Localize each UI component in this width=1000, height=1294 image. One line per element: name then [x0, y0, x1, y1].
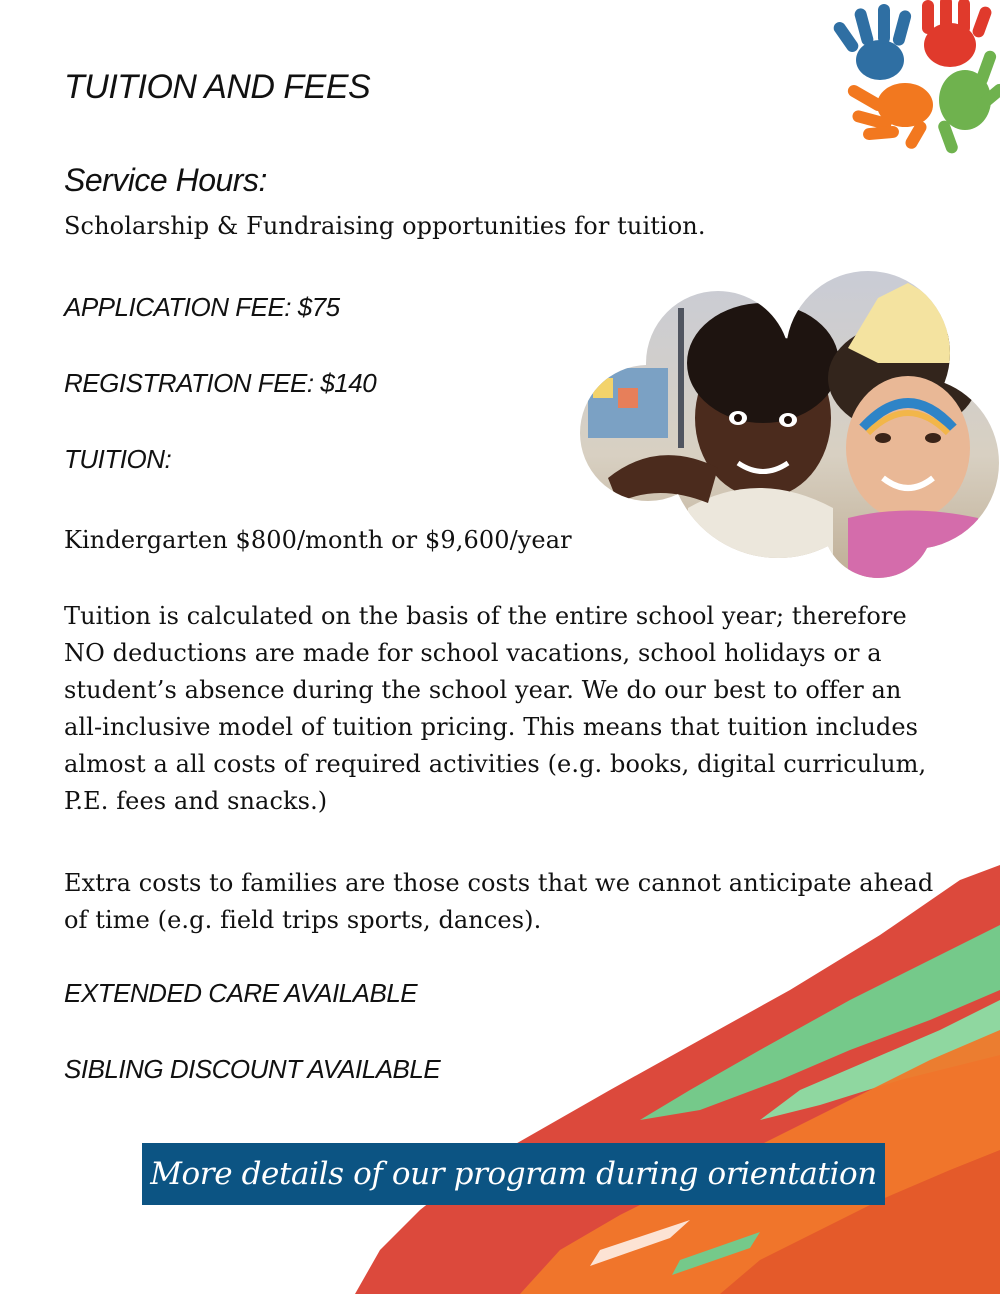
service-hours-text: Scholarship & Fundraising opportunities for tuition. [64, 212, 706, 240]
blue-hand-icon [831, 4, 912, 80]
handprints-logo [830, 0, 1000, 160]
orange-hand-icon [846, 83, 933, 151]
extra-costs-paragraph: Extra costs to families are those costs that we cannot anticipate ahead of time (e.g. field trips sports, dances). [64, 869, 934, 934]
tuition-label: TUITION: [64, 444, 172, 474]
extended-care-note: EXTENDED CARE AVAILABLE [64, 978, 418, 1008]
kindergarten-tuition: Kindergarten $800/month or $9,600/year [64, 526, 572, 554]
tuition-policy-paragraph: Tuition is calculated on the basis of the entire school year; therefore NO deductions are made for school vacations, school holidays or a student’s absence during the school year. We do our best to offer an all-inclusive model of tuition pricing. This means that tuition includes almost a all costs of required activities (e.g. books, digital curriculum, P.E. fees and snacks.) [64, 602, 927, 815]
children-photo [578, 268, 1000, 580]
right-child-face [846, 376, 970, 520]
sibling-discount-note: SIBLING DISCOUNT AVAILABLE [64, 1054, 441, 1084]
service-hours-heading: Service Hours: [64, 162, 267, 198]
application-fee: APPLICATION FEE: $75 [64, 292, 340, 322]
red-hand-icon [922, 0, 993, 67]
orientation-banner-text: More details of our program during orientation [150, 1156, 877, 1192]
registration-fee: REGISTRATION FEE: $140 [64, 368, 377, 398]
page-title: TUITION AND FEES [64, 68, 371, 106]
orientation-banner [142, 1143, 885, 1205]
